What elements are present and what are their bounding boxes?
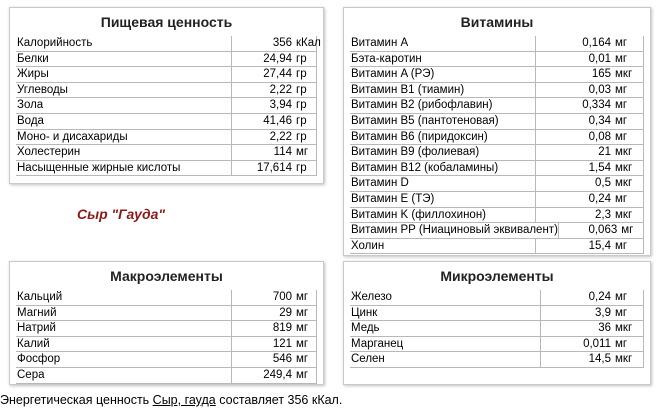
nutrient-value: 0,334: [582, 99, 611, 112]
table-row: [16, 83, 317, 99]
nutrient-unit: мг: [611, 130, 644, 145]
nutrient-name: Витамин D: [350, 176, 536, 191]
nutrient-value: 0,24: [588, 291, 611, 303]
nutrient-unit: мг: [611, 239, 644, 254]
footer-prefix: Энергетическая ценность: [0, 393, 153, 407]
nutrient-name: Жиры: [16, 67, 232, 82]
nutrient-value: 700: [272, 291, 292, 303]
table-row: [350, 130, 644, 146]
nutrient-unit: гр: [292, 114, 317, 129]
footer-suffix: составляет 356 кКал.: [215, 393, 343, 407]
table-row: [350, 306, 644, 322]
table-row: [350, 239, 644, 255]
nutrient-unit: гр: [292, 98, 317, 113]
nutrient-value: 2,22: [269, 130, 292, 143]
table-row: [16, 290, 317, 306]
nutrient-name: Витамин B5 (пантотеновая): [350, 114, 536, 129]
table-row: [350, 67, 644, 83]
nutrient-name: Вода: [16, 114, 232, 129]
nutrient-name: Фосфор: [16, 352, 232, 367]
nutrient-unit: мг: [611, 306, 644, 321]
nutrient-name: Холин: [350, 239, 536, 254]
table-row: [350, 98, 644, 114]
energy-footer: [0, 393, 342, 407]
table-row: [16, 114, 317, 130]
table-row: [350, 52, 644, 68]
nutrient-value: 249,4: [263, 368, 292, 381]
vitamins-title: Витамины: [460, 14, 534, 30]
nutrient-name: Селен: [350, 352, 541, 367]
nutrient-value: 165: [591, 68, 611, 81]
nutrient-unit: мкг: [611, 161, 644, 176]
table-row: [16, 145, 317, 161]
table-row: [350, 223, 644, 239]
nutrient-name: Витамин E (ТЭ): [350, 192, 536, 207]
table-row: [350, 161, 644, 177]
nutrient-value: 0,011: [583, 337, 611, 350]
nutrient-unit: мг: [611, 83, 644, 98]
nutrient-name: Моно- и дисахариды: [16, 130, 232, 145]
nutrient-value: 0,063: [588, 224, 618, 237]
nutrient-value: 2,22: [269, 83, 292, 96]
nutrient-name: Белки: [16, 52, 232, 67]
micro-title: Микроэлементы: [440, 268, 554, 284]
nutrient-unit: мг: [611, 337, 644, 352]
food-value-panel: [9, 7, 324, 184]
table-row: [350, 208, 644, 224]
nutrient-value: 0,03: [588, 83, 611, 96]
nutrient-value: 0,5: [595, 177, 611, 190]
nutrient-unit: мг: [611, 290, 644, 305]
table-row: [16, 98, 317, 114]
macro-panel: [9, 261, 324, 385]
nutrient-unit: гр: [292, 67, 317, 82]
nutrient-unit: мг: [292, 306, 317, 321]
nutrient-value: 27,44: [263, 68, 292, 81]
nutrient-value: 3,9: [595, 306, 611, 319]
nutrient-name: Цинк: [350, 306, 541, 321]
nutrient-name: Кальций: [16, 290, 232, 305]
nutrient-unit: мкг: [611, 321, 644, 336]
nutrient-value: 17,614: [256, 161, 292, 174]
table-row: [350, 114, 644, 130]
table-row: [350, 321, 644, 337]
table-row: [16, 352, 317, 368]
table-row: [350, 290, 644, 306]
food-value-title: Пищевая ценность: [100, 14, 233, 30]
nutrient-value: 0,24: [588, 192, 611, 205]
nutrient-name: Калорийность: [16, 36, 232, 51]
table-row: [16, 161, 317, 177]
nutrient-value: 1,54: [588, 161, 611, 174]
nutrient-value: 21: [598, 146, 611, 159]
micro-panel: [343, 261, 651, 385]
nutrient-name: Медь: [350, 321, 541, 336]
nutrient-value: 121: [272, 337, 292, 350]
nutrient-name: Витамин B6 (пиридоксин): [350, 130, 536, 145]
nutrient-unit: мг: [611, 192, 644, 207]
nutrient-unit: мг: [292, 145, 317, 160]
table-row: [16, 306, 317, 322]
nutrient-unit: мкг: [611, 176, 644, 191]
nutrient-value: 546: [272, 353, 292, 366]
table-row: [16, 67, 317, 83]
nutrient-name: Витамин K (филлохинон): [350, 208, 536, 223]
table-row: [350, 337, 644, 353]
nutrient-unit: мкг: [611, 208, 644, 223]
nutrient-unit: мг: [292, 290, 317, 305]
nutrient-name: Витамин B2 (рибофлавин): [350, 98, 536, 113]
table-row: [16, 130, 317, 146]
nutrient-value: 14,5: [588, 353, 611, 366]
nutrient-name: Сера: [16, 368, 232, 383]
nutrient-name: Витамин PP (Ниациновый эквивалент): [351, 224, 558, 237]
nutrient-unit: гр: [292, 130, 317, 145]
nutrient-value: 0,34: [588, 114, 611, 127]
nutrient-unit: мкг: [611, 67, 644, 82]
nutrient-unit: мкг: [611, 352, 644, 367]
table-row: [16, 337, 317, 353]
nutrient-name: Магний: [16, 306, 232, 321]
nutrient-value: 819: [272, 322, 292, 335]
nutrient-unit: мг: [292, 321, 317, 336]
table-row: [16, 321, 317, 337]
nutrient-value: 114: [273, 146, 292, 159]
nutrient-name: Витамин B12 (кобаламины): [350, 161, 536, 176]
nutrient-unit: мг: [611, 52, 644, 67]
nutrient-unit: мг: [617, 223, 644, 238]
table-row: [350, 192, 644, 208]
nutrient-unit: гр: [292, 83, 317, 98]
nutrient-unit: гр: [292, 52, 317, 67]
nutrient-value: 0,08: [588, 130, 611, 143]
table-row: [350, 176, 644, 192]
nutrient-value: 15,4: [588, 239, 611, 252]
table-row: [16, 36, 321, 52]
nutrient-unit: кКал: [292, 36, 317, 51]
table-row: [16, 52, 317, 68]
micro-table: [344, 290, 650, 368]
table-row: [16, 368, 317, 384]
nutrient-value: 0,01: [588, 52, 611, 65]
vitamins-table: [344, 36, 650, 254]
food-value-table: [10, 36, 323, 176]
macro-table: [10, 290, 323, 384]
table-row: [350, 145, 644, 161]
macro-title: Макроэлементы: [110, 268, 223, 284]
nutrient-name: Железо: [350, 290, 541, 305]
nutrient-value: 3,94: [269, 99, 292, 112]
nutrient-value: 0,164: [582, 37, 611, 49]
nutrient-unit: мкг: [611, 145, 644, 160]
nutrient-unit: мг: [611, 36, 644, 51]
nutrient-unit: мг: [292, 368, 317, 383]
nutrient-name: Витамин B1 (тиамин): [350, 83, 536, 98]
nutrient-value: 29: [279, 306, 292, 319]
nutrient-name: Витамин A: [350, 36, 536, 51]
nutrient-value: 24,94: [263, 52, 292, 65]
nutrient-unit: мг: [292, 337, 317, 352]
product-link[interactable]: Сыр, гауда: [152, 393, 216, 407]
nutrient-name: Калий: [16, 337, 232, 352]
nutrient-name: Витамин B9 (фолиевая): [350, 145, 536, 160]
nutrient-value: 36: [598, 322, 611, 335]
table-row: [350, 352, 644, 368]
nutrient-unit: мг: [611, 98, 644, 113]
nutrient-name: Углеводы: [16, 83, 232, 98]
nutrient-name: Марганец: [350, 337, 541, 352]
table-row: [350, 83, 644, 99]
nutrient-unit: мг: [292, 352, 317, 367]
nutrient-value: 41,46: [263, 114, 292, 127]
nutrient-name: Натрий: [16, 321, 232, 336]
nutrient-name: Витамин A (РЭ): [350, 67, 536, 82]
nutrient-value: 356: [272, 37, 292, 49]
nutrient-name: Насыщенные жирные кислоты: [16, 161, 232, 176]
nutrient-name: Бэта-каротин: [350, 52, 536, 67]
nutrient-unit: гр: [292, 161, 317, 176]
nutrient-unit: мг: [611, 114, 644, 129]
product-name: Сыр "Гауда": [77, 206, 166, 222]
table-row: [350, 36, 644, 52]
vitamins-panel: [343, 7, 651, 256]
nutrient-name: Зола: [16, 98, 232, 113]
nutrient-value: 2,3: [595, 208, 611, 221]
nutrient-name: Холестерин: [16, 145, 232, 160]
